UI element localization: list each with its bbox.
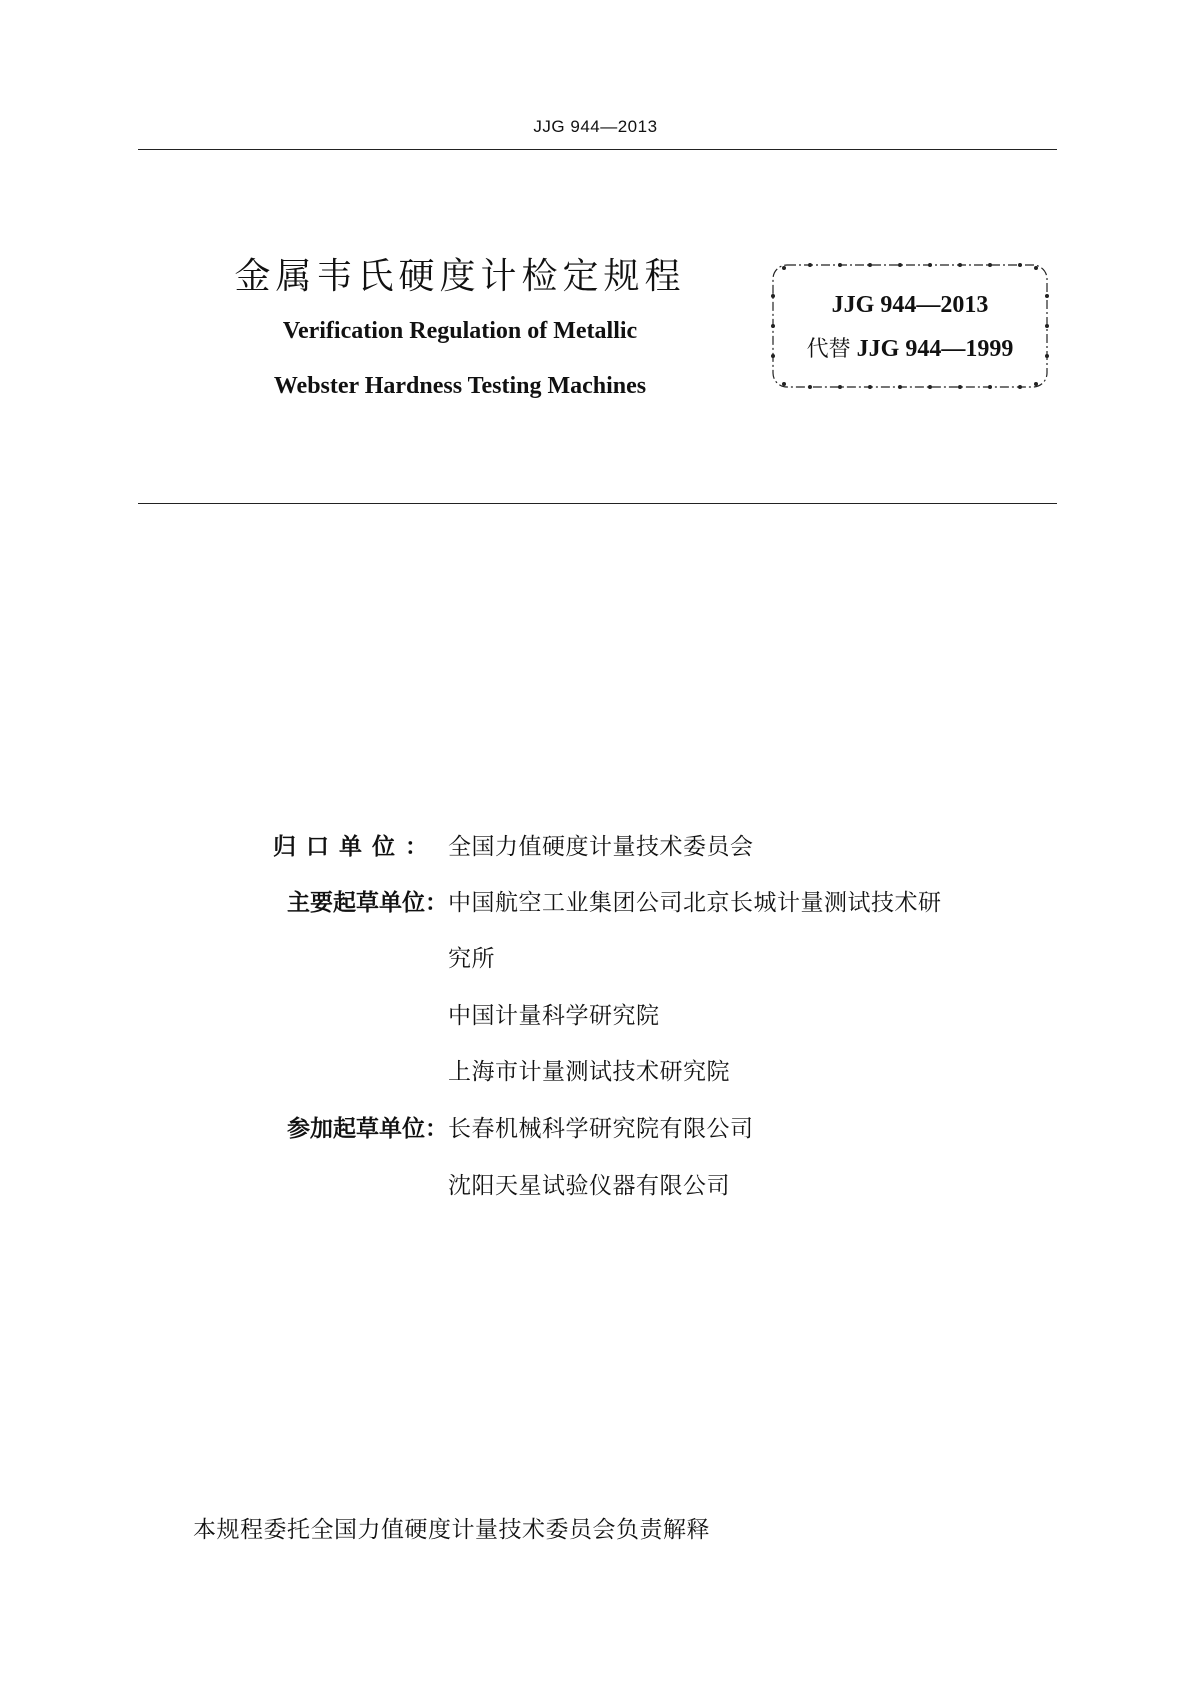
code-box-frame bbox=[770, 262, 1050, 390]
middle-rule bbox=[138, 503, 1057, 504]
participating-drafting-value-2: 沈阳天星试验仪器有限公司 bbox=[448, 1173, 730, 1199]
replaces-line bbox=[770, 332, 1050, 363]
title-chinese: 金属韦氏硬度计检定规程 bbox=[234, 256, 686, 297]
main-drafting-value-1: 中国航空工业集团公司北京长城计量测试技术研 bbox=[448, 890, 942, 916]
responsible-unit-value: 全国力值硬度计量技术委员会 bbox=[448, 834, 754, 860]
title-english-line-2: Webster Hardness Testing Machines bbox=[273, 373, 647, 399]
top-rule bbox=[138, 149, 1057, 150]
main-drafting-value-4: 上海市计量测试技术研究院 bbox=[448, 1059, 730, 1085]
standard-code: JJG 944—2013 bbox=[831, 292, 989, 318]
footer-note: 本规程委托全国力值硬度计量技术委员会负责解释 bbox=[193, 1517, 710, 1543]
title-english-line-1: Verification Regulation of Metallic bbox=[282, 318, 638, 344]
header-code: JJG 944—2013 bbox=[533, 117, 658, 136]
code-box bbox=[770, 262, 1050, 390]
main-drafting-label: 主要起草单位： bbox=[287, 890, 448, 916]
replaces-word: 代替 bbox=[806, 337, 851, 362]
participating-drafting-value-1: 长春机械科学研究院有限公司 bbox=[448, 1116, 754, 1142]
main-drafting-value-2: 究所 bbox=[448, 946, 495, 972]
responsible-unit-label: 归口单位： bbox=[273, 834, 438, 860]
participating-drafting-label: 参加起草单位： bbox=[287, 1116, 448, 1142]
main-drafting-value-3: 中国计量科学研究院 bbox=[448, 1003, 660, 1029]
replaced-standard-code: JJG 944—1999 bbox=[856, 336, 1014, 362]
